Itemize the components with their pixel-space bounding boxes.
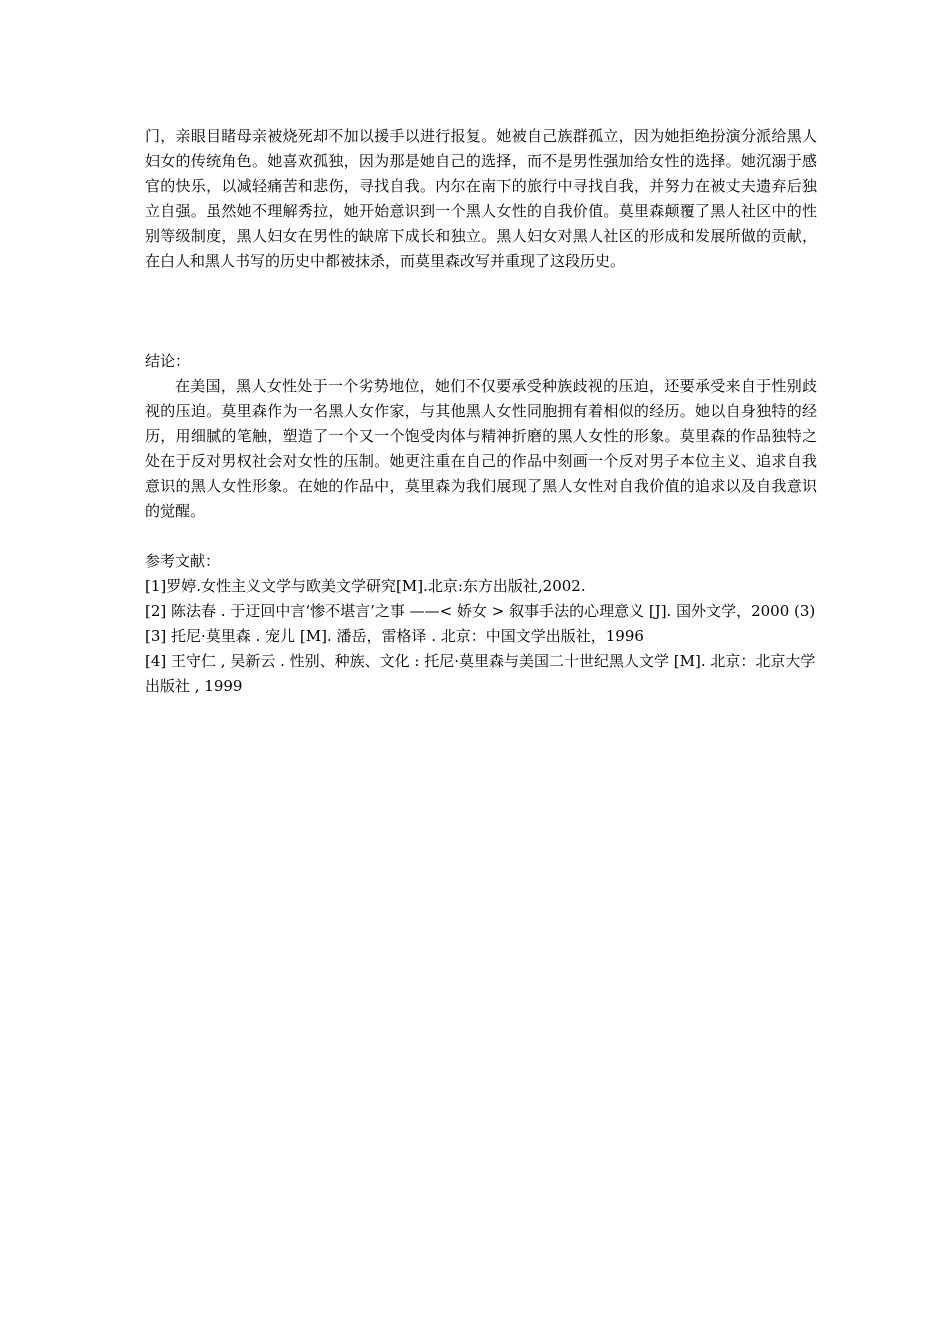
reference-item: [4] 王守仁 , 吴新云 . 性别、种族、文化 : 托尼·莫里森与美国二十世纪黑人文学 [M]. 北京：北京大学出版社 , 1999 (145, 652, 816, 695)
document-body (145, 124, 817, 699)
reference-item: [2] 陈法春 . 于迂回中言‘惨不堪言’之事 ——< 娇女 > 叙事手法的心理意义 [J]. 国外文学，2000 (3) (145, 602, 816, 620)
conclusion-heading: 结论： (145, 352, 191, 370)
references-list (145, 574, 817, 699)
paragraph-spacer (145, 274, 817, 349)
conclusion-paragraph: 在美国，黑人女性处于一个劣势地位，她们不仅要承受种族歧视的压迫，还要承受来自于性别歧视的压迫。莫里森作为一名黑人女作家，与其他黑人女性同胞拥有着相似的经历。她以自身独特的经历，用细腻的笔触，塑造了一个又一个饱受肉体与精神折磨的黑人女性的形象。莫里森的作品独特之处在于反对男权社会对女性的压制。她更注重在自己的作品中刻画一个反对男子本位主义、追求自我意识的黑人女性形象。在她的作品中，莫里森为我们展现了黑人女性对自我价值的追求以及自我意识的觉醒。 (145, 377, 817, 520)
reference-item: [1]罗婷.女性主义文学与欧美文学研究[M].北京:东方出版社,2002. (145, 577, 586, 595)
references-heading: 参考文献： (145, 552, 221, 570)
reference-item: [3] 托尼·莫里森 . 宠儿 [M]. 潘岳，雷格译 . 北京：中国文学出版社，1996 (145, 627, 644, 645)
body-paragraph: 门，亲眼目睹母亲被烧死却不加以援手以进行报复。她被自己族群孤立，因为她拒绝扮演分派给黑人妇女的传统角色。她喜欢孤独，因为那是她自己的选择，而不是男性强加给女性的选择。她沉溺于感官的快乐，以减轻痛苦和悲伤，寻找自我。内尔在南下的旅行中寻找自我，并努力在被丈夫遗弃后独立自强。虽然她不理解秀拉，她开始意识到一个黑人女性的自我价值。莫里森颠覆了黑人社区中的性别等级制度，黑人妇女在男性的缺席下成长和独立。黑人妇女对黑人社区的形成和发展所做的贡献，在白人和黑人书写的历史中都被抹杀，而莫里森改写并重现了这段历史。 (145, 127, 817, 270)
section-spacer (145, 524, 817, 549)
